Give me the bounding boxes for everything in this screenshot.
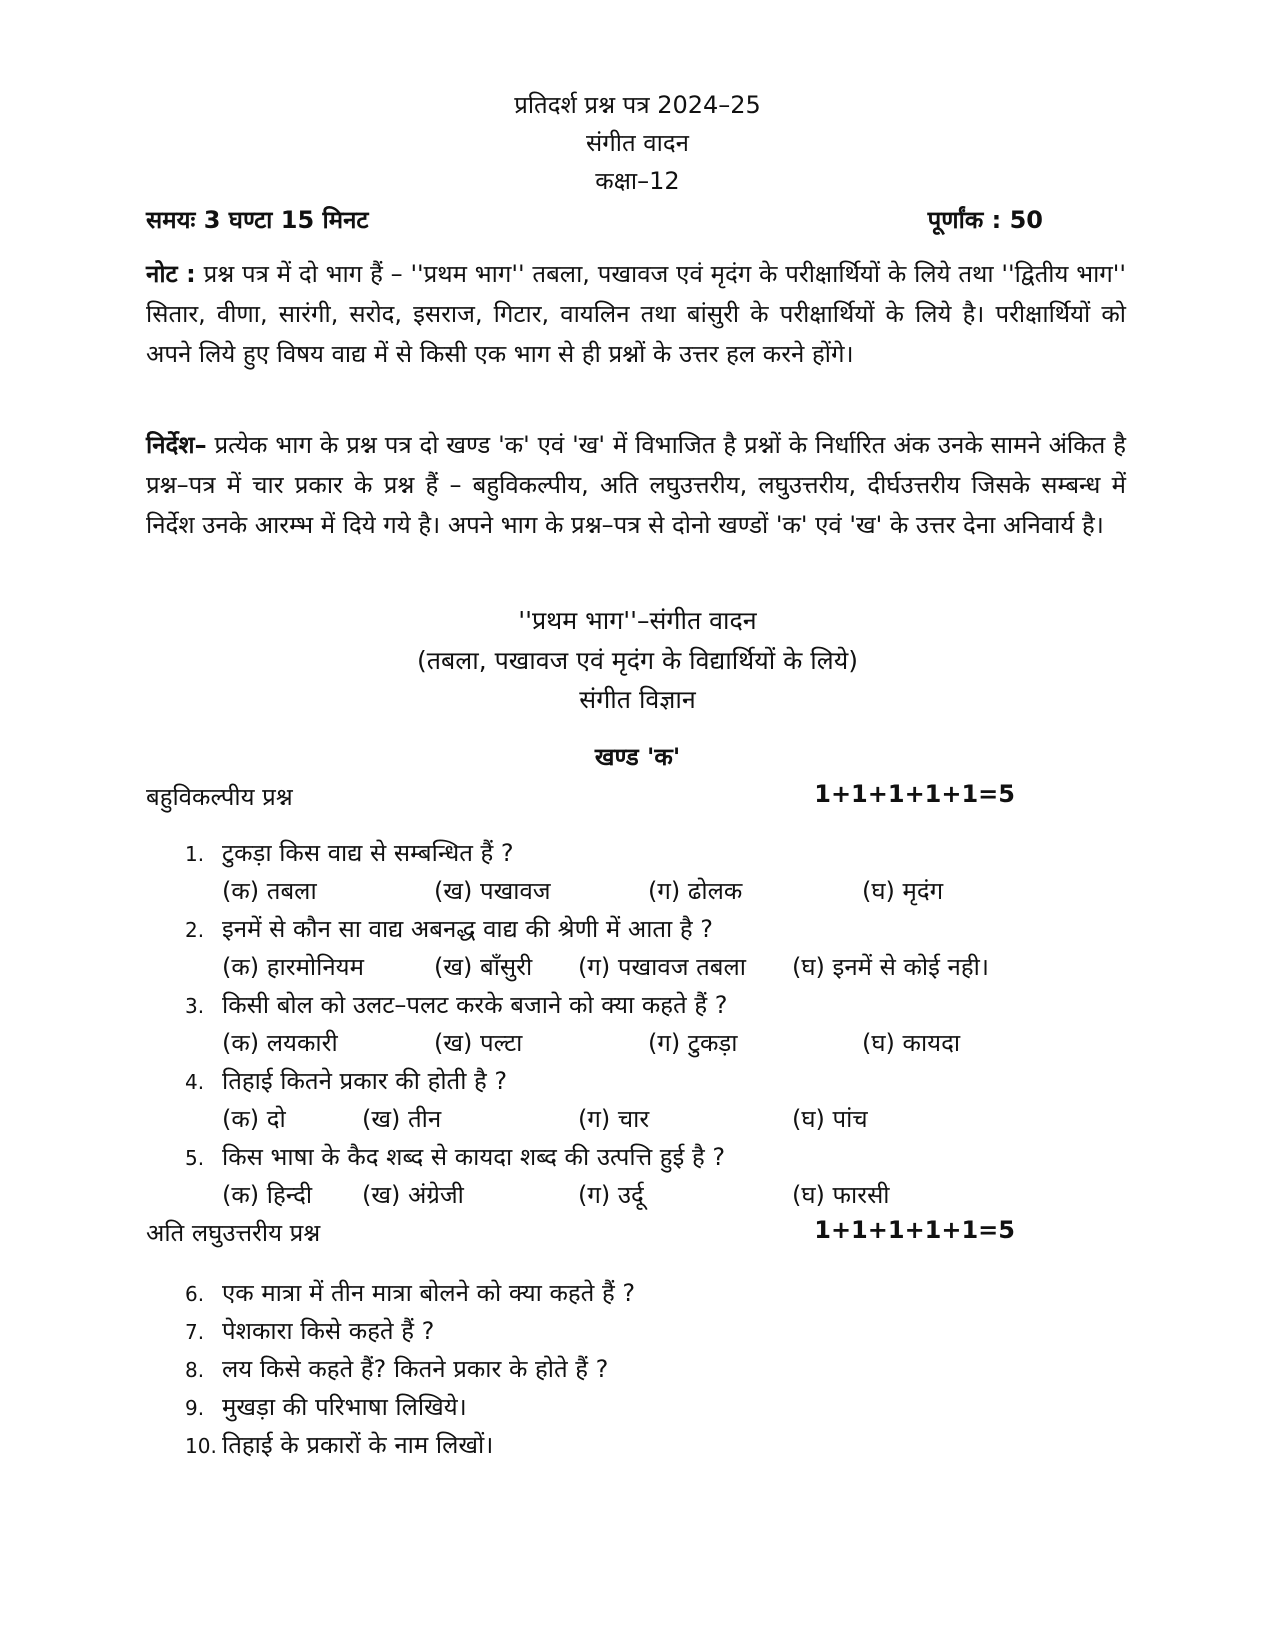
- question-number: 5.: [185, 1146, 205, 1170]
- option-d: (घ) मृदंग: [862, 877, 944, 905]
- question-text: टुकड़ा किस वाद्य से सम्बन्धित हैं ?: [222, 839, 514, 867]
- question-number: 10.: [185, 1434, 217, 1458]
- note-text: प्रश्न पत्र में दो भाग हैं – ''प्रथम भाग'' तबला, पखावज एवं मृदंग के परीक्षार्थियों के लिये तथा ''द्वितीय भाग'' सितार, वीणा, सारंगी, सरोद, इसराज, गिटार, वायलिन तथा बांसुरी के परीक्षार्थियों के लिये है। परीक्षार्थियों को अपने लिये हुए विषय वाद्य में से किसी एक भाग से ही प्रश्नों के उत्तर हल करने होंगे।: [146, 260, 1127, 368]
- question-number: 4.: [185, 1070, 205, 1094]
- part-subtitle: (तबला, पखावज एवं मृदंग के विद्यार्थियों के लिये): [417, 646, 858, 675]
- option-d: (घ) इनमें से कोई नही।: [792, 953, 989, 981]
- question-number: 3.: [185, 994, 205, 1018]
- paper-subject: संगीत वादन: [586, 129, 689, 157]
- option-a: (क) तबला: [222, 877, 317, 905]
- option-c: (ग) टुकड़ा: [648, 1029, 738, 1057]
- instructions-label: निर्देश–: [146, 431, 207, 459]
- question-text: किसी बोल को उलट–पलट करके बजाने को क्या कहते हैं ?: [222, 991, 728, 1019]
- mcq-heading: बहुविकल्पीय प्रश्न: [146, 783, 293, 811]
- option-d: (घ) पांच: [792, 1105, 868, 1133]
- instructions-text: प्रत्येक भाग के प्रश्न पत्र दो खण्ड 'क' एवं 'ख' में विभाजित है प्रश्नों के निर्धारित अंक उनके सामने अंकित है प्रश्न–पत्र में चार प्रकार के प्रश्न हैं – बहुविकल्पीय, अति लघुउत्तरीय, लघुउत्तरीय, दीर्घउत्तरीय जिसके सम्बन्ध में निर्देश उनके आरम्भ में दिये गये है। अपने भाग के प्रश्न–पत्र से दोनो खण्डों 'क' एवं 'ख' के उत्तर देना अनिवार्य है।: [146, 431, 1126, 539]
- question-number: 2.: [185, 918, 205, 942]
- option-b: (ख) पल्टा: [434, 1029, 523, 1057]
- option-a: (क) लयकारी: [222, 1029, 338, 1057]
- question-text: पेशकारा किसे कहते हैं ?: [222, 1317, 435, 1345]
- question-number: 1.: [185, 842, 205, 866]
- option-d: (घ) कायदा: [862, 1029, 961, 1057]
- vsaq-marks: 1+1+1+1+1=5: [814, 1216, 1015, 1244]
- option-a: (क) दो: [222, 1105, 286, 1133]
- option-b: (ख) पखावज: [434, 877, 551, 905]
- note-label: नोट :: [146, 260, 196, 288]
- question-text: तिहाई कितने प्रकार की होती है ?: [222, 1067, 508, 1095]
- option-d: (घ) फारसी: [792, 1181, 890, 1209]
- note-paragraph: [146, 254, 1126, 374]
- mcq-marks: 1+1+1+1+1=5: [814, 780, 1015, 808]
- option-c: (ग) ढोलक: [648, 877, 743, 905]
- paper-title: प्रतिदर्श प्रश्न पत्र 2024–25: [514, 91, 761, 119]
- option-b: (ख) तीन: [362, 1105, 442, 1133]
- question-text: किस भाषा के कैद शब्द से कायदा शब्द की उत्पत्ति हुई है ?: [222, 1143, 726, 1171]
- question-number: 8.: [185, 1358, 205, 1382]
- section-heading: खण्ड 'क': [594, 743, 681, 771]
- option-c: (ग) उर्दू: [578, 1181, 644, 1209]
- max-marks: पूर्णांक : 50: [927, 206, 1043, 234]
- option-b: (ख) अंग्रेजी: [362, 1181, 464, 1209]
- question-text: एक मात्रा में तीन मात्रा बोलने को क्या कहते हैं ?: [222, 1279, 636, 1307]
- option-c: (ग) चार: [578, 1105, 650, 1133]
- question-text: लय किसे कहते हैं? कितने प्रकार के होते हैं ?: [222, 1355, 609, 1383]
- option-a: (क) हारमोनियम: [222, 953, 364, 981]
- option-b: (ख) बाँसुरी: [434, 953, 533, 981]
- option-a: (क) हिन्दी: [222, 1181, 313, 1209]
- question-text: तिहाई के प्रकारों के नाम लिखों।: [222, 1431, 494, 1459]
- vsaq-heading: अति लघुउत्तरीय प्रश्न: [146, 1219, 321, 1247]
- time-allowed: समयः 3 घण्टा 15 मिनट: [146, 206, 369, 234]
- question-number: 9.: [185, 1396, 205, 1420]
- question-text: मुखड़ा की परिभाषा लिखिये।: [222, 1393, 467, 1421]
- paper-class: कक्षा–12: [595, 167, 680, 195]
- question-number: 6.: [185, 1282, 205, 1306]
- question-number: 7.: [185, 1320, 205, 1344]
- part-topic: संगीत विज्ञान: [579, 685, 696, 714]
- question-text: इनमें से कौन सा वाद्य अबनद्ध वाद्य की श्रेणी में आता है ?: [222, 915, 713, 943]
- part-title: ''प्रथम भाग''–संगीत वादन: [518, 606, 757, 635]
- instructions-paragraph: [146, 425, 1126, 545]
- option-c: (ग) पखावज तबला: [578, 953, 747, 981]
